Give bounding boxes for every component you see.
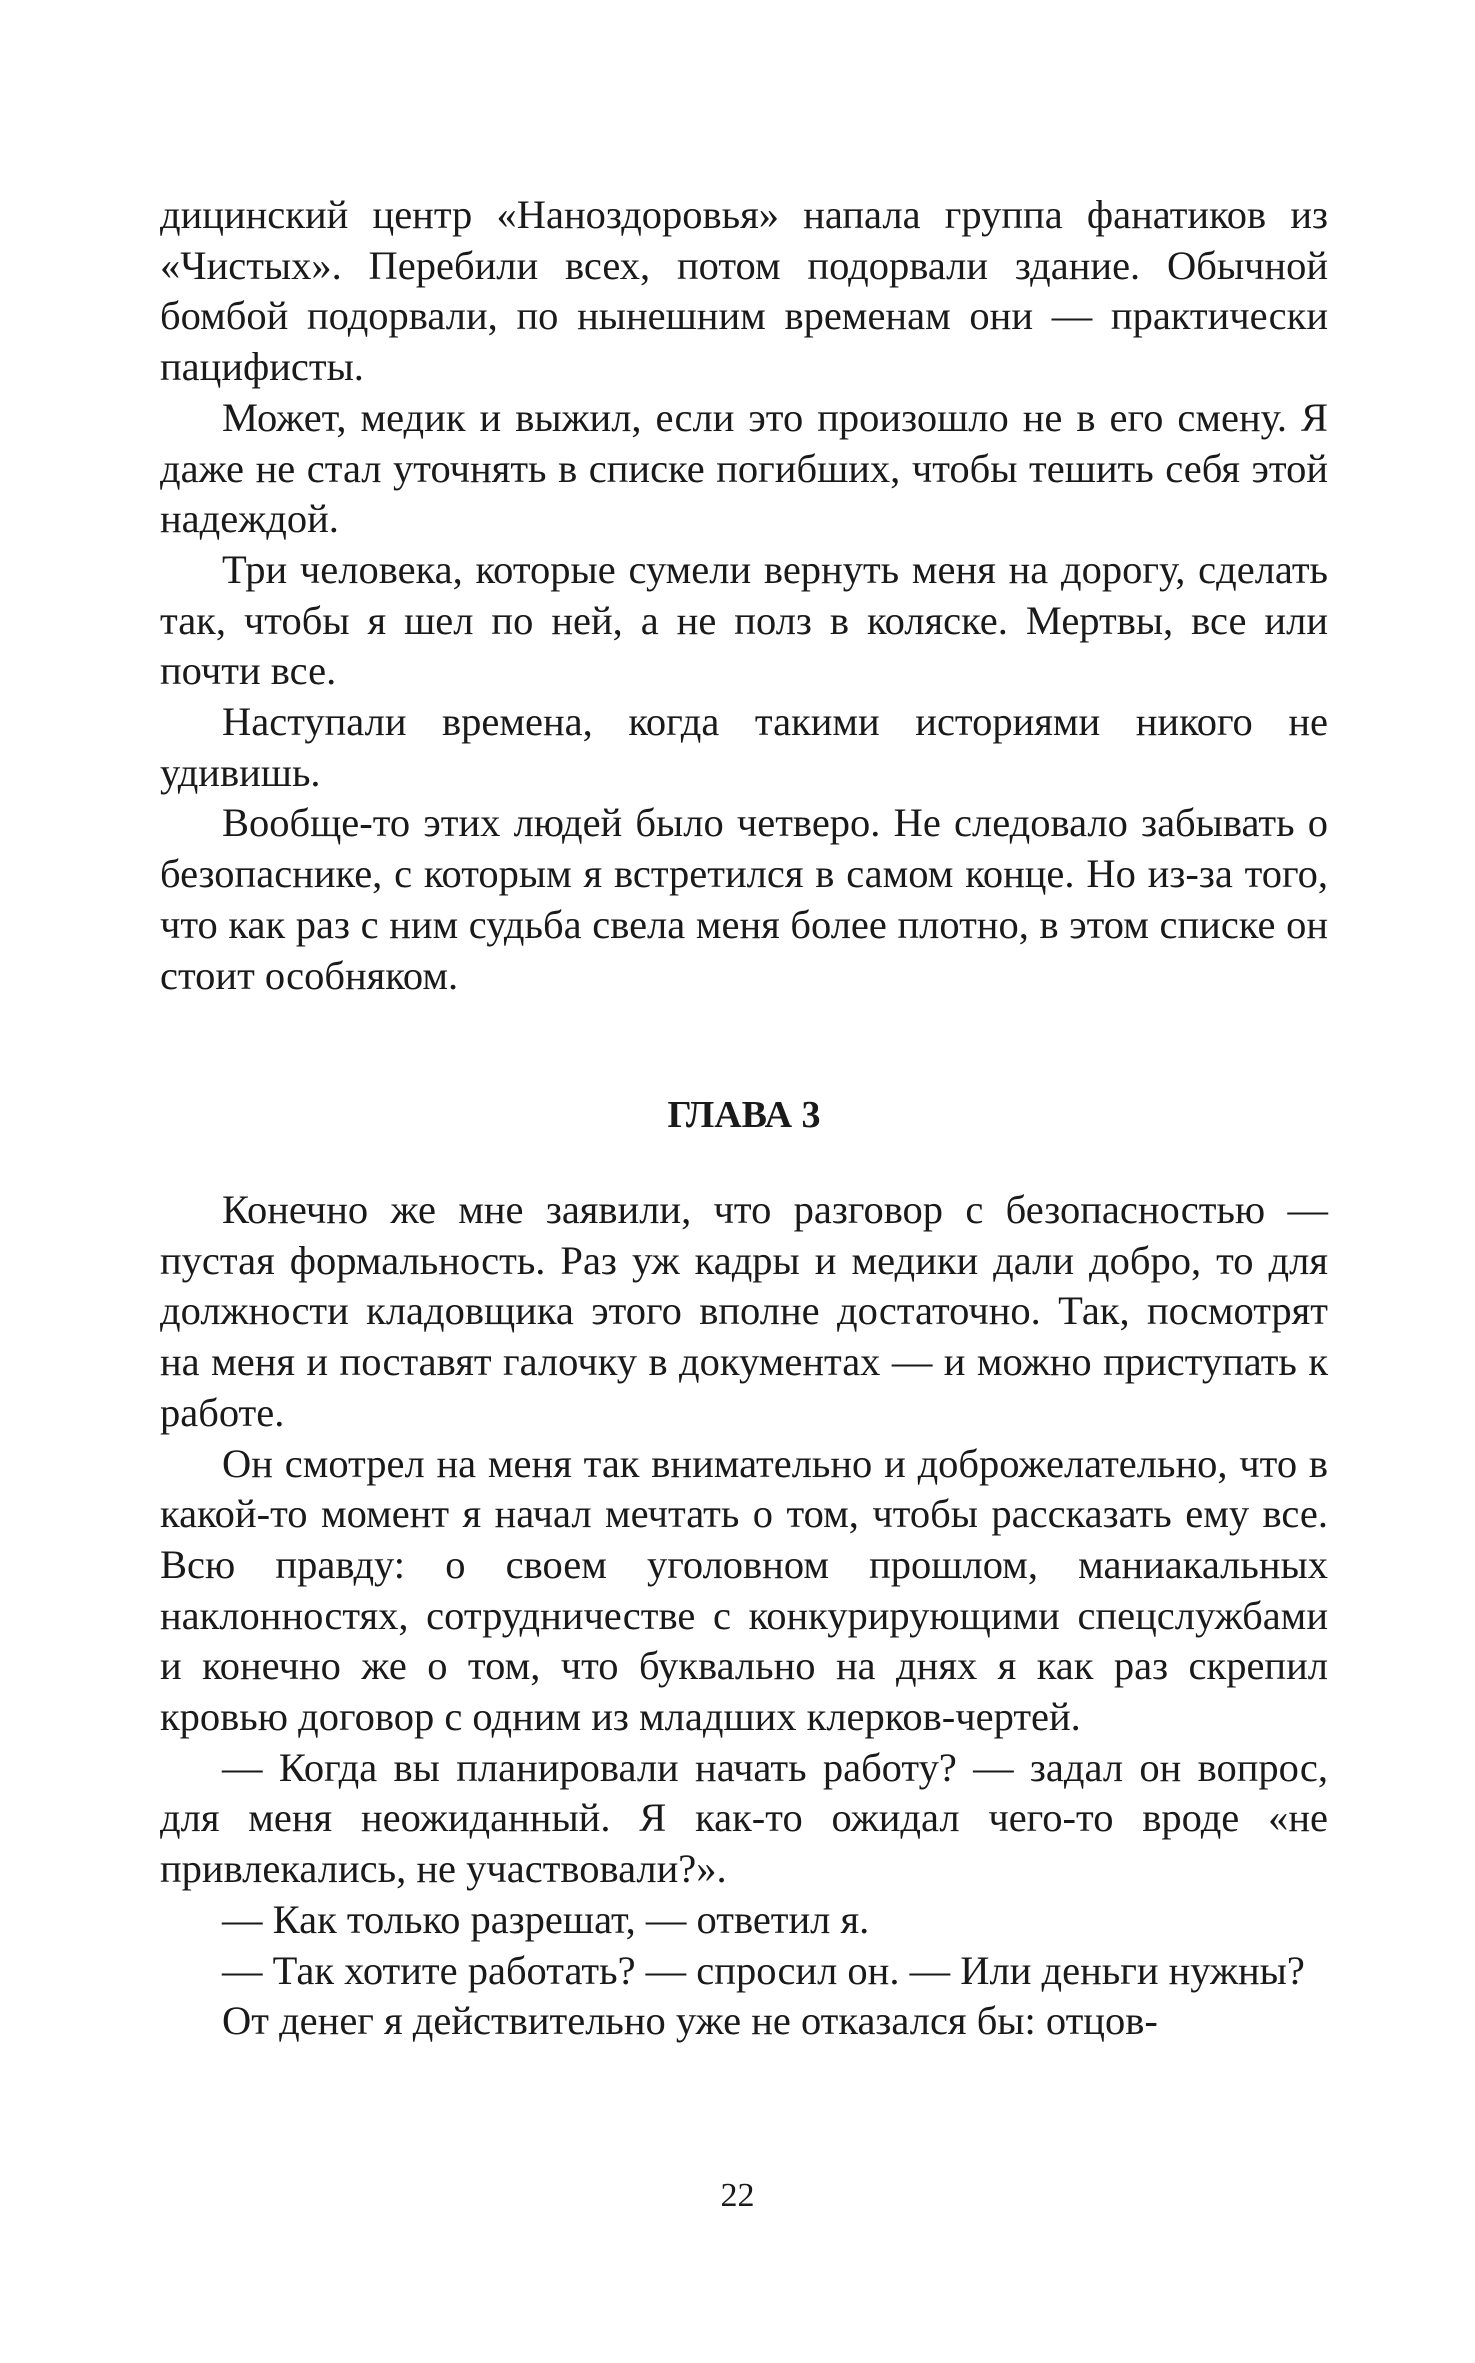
chapter-title: ГЛАВА 3 <box>667 1094 821 1136</box>
paragraph: Может, медик и выжил, если это произошло не в его смену. Я даже не стал уточнять в списке погибших, чтобы тешить себя этой надеждой. <box>160 394 1328 542</box>
paragraph: Он смотрел на меня так внимательно и доброжелательно, что в какой-то момент я начал мечтать о том, чтобы рассказать ему все. Всю правду: о своем уголовном прошлом, маниакальных наклонностях, сотрудничестве с конкурирующими спецслужбами и конечно же о том, что буквально на днях я как раз скрепил кровью договор с одним из младших клерков-чертей. <box>160 1440 1328 1740</box>
paragraph: Вообще-то этих людей было четверо. Не следовало забывать о безопаснике, с которым я встретился в самом конце. Но из-за того, что как раз с ним судьба свела меня более плотно, в этом списке он стоит особняком. <box>160 800 1328 998</box>
paragraph: — Когда вы планировали начать работу? — задал он вопрос, для меня неожиданный. Я как-то ожидал чего-то вроде «не привлекались, не участвовали?». <box>160 1744 1328 1892</box>
page-number: 22 <box>720 2177 755 2214</box>
paragraph: Три человека, которые сумели вернуть меня на дорогу, сделать так, чтобы я шел по ней, а не полз в коляске. Мертвы, все или почти все. <box>160 546 1328 694</box>
paragraph: — Так хотите работать? — спросил он. — Или деньги нужны? <box>222 1947 1305 1993</box>
chapter-heading <box>160 1090 1328 1140</box>
section-one <box>160 190 1328 1001</box>
paragraph: Конечно же мне заявили, что разговор с безопасностью — пустая формальность. Раз уж кадры и медики дали добро, то для должности кладовщика этого вполне достаточно. Так, посмотрят на меня и поставят галочку в документах — и можно приступать к работе. <box>160 1187 1328 1435</box>
paragraph: дицинский центр «Наноздоровья» напала группа фанатиков из «Чистых». Перебили всех, потом подорвали здание. Обычной бомбой подорвали, по нынешним временам они — практически пацифисты. <box>160 192 1328 390</box>
paragraph: Наступали времена, когда такими историями никого не удивишь. <box>160 699 1328 795</box>
paragraph: — Как только разрешат, — ответил я. <box>222 1896 870 1942</box>
section-two <box>160 1185 1328 2047</box>
paragraph: От денег я действительно уже не отказался бы: отцов- <box>222 1998 1158 2044</box>
